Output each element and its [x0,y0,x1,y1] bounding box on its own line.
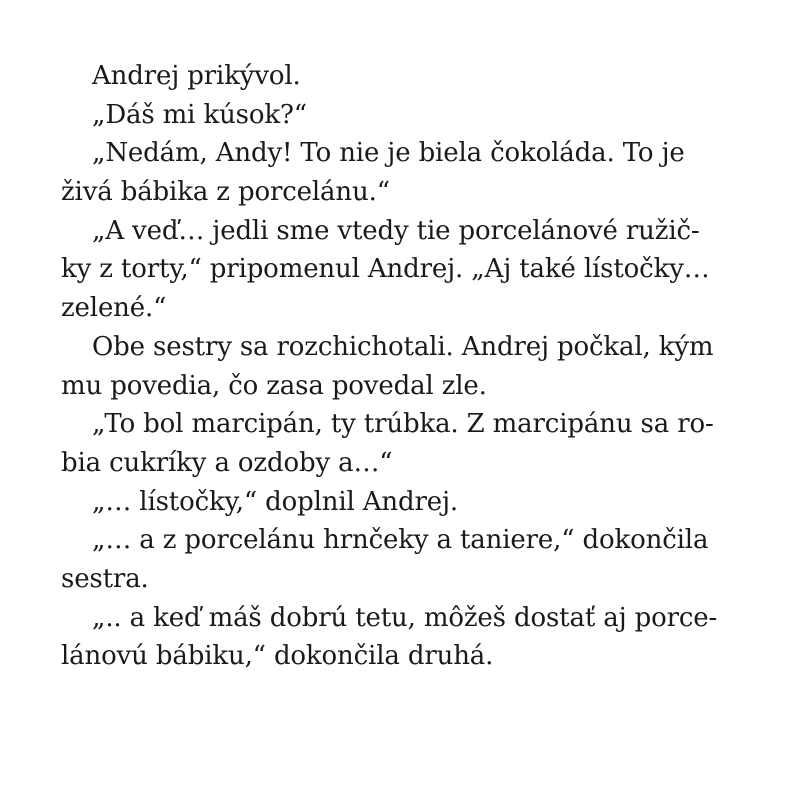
text-line: lánovú bábiku,“ dokončila druhá. [61,641,494,672]
text-line: zelené.“ [61,293,167,324]
text-line: Andrej prikývol. [92,61,301,91]
text-line: Obe sestry sa rozchichotali. Andrej počkal, kým [92,331,714,362]
text-line: sestra. [61,563,149,594]
text-line: „Dáš mi kúsok?“ [92,99,307,130]
story-text [61,57,721,676]
text-line: „… lístočky,“ doplnil Andrej. [92,486,459,517]
text-line: „Nedám, Andy! To nie je biela čokoláda. To je [92,138,685,169]
text-line: bia cukríky a ozdoby a…“ [61,447,393,478]
text-line: živá bábika z porcelánu.“ [61,177,390,208]
text-line: ky z torty,“ pripomenul Andrej. „Aj také lístočky… [61,254,710,285]
text-line: mu povedia, čo zasa povedal zle. [61,370,487,401]
text-line: „A veď… jedli sme vtedy tie porcelánové ružič- [92,215,700,246]
text-line: „To bol marcipán, ty trúbka. Z marcipánu sa ro- [92,409,714,440]
text-line: „… a z porcelánu hrnčeky a taniere,“ dokončila [92,525,709,556]
text-line: „.. a keď máš dobrú tetu, môžeš dostať aj porce- [92,602,718,633]
